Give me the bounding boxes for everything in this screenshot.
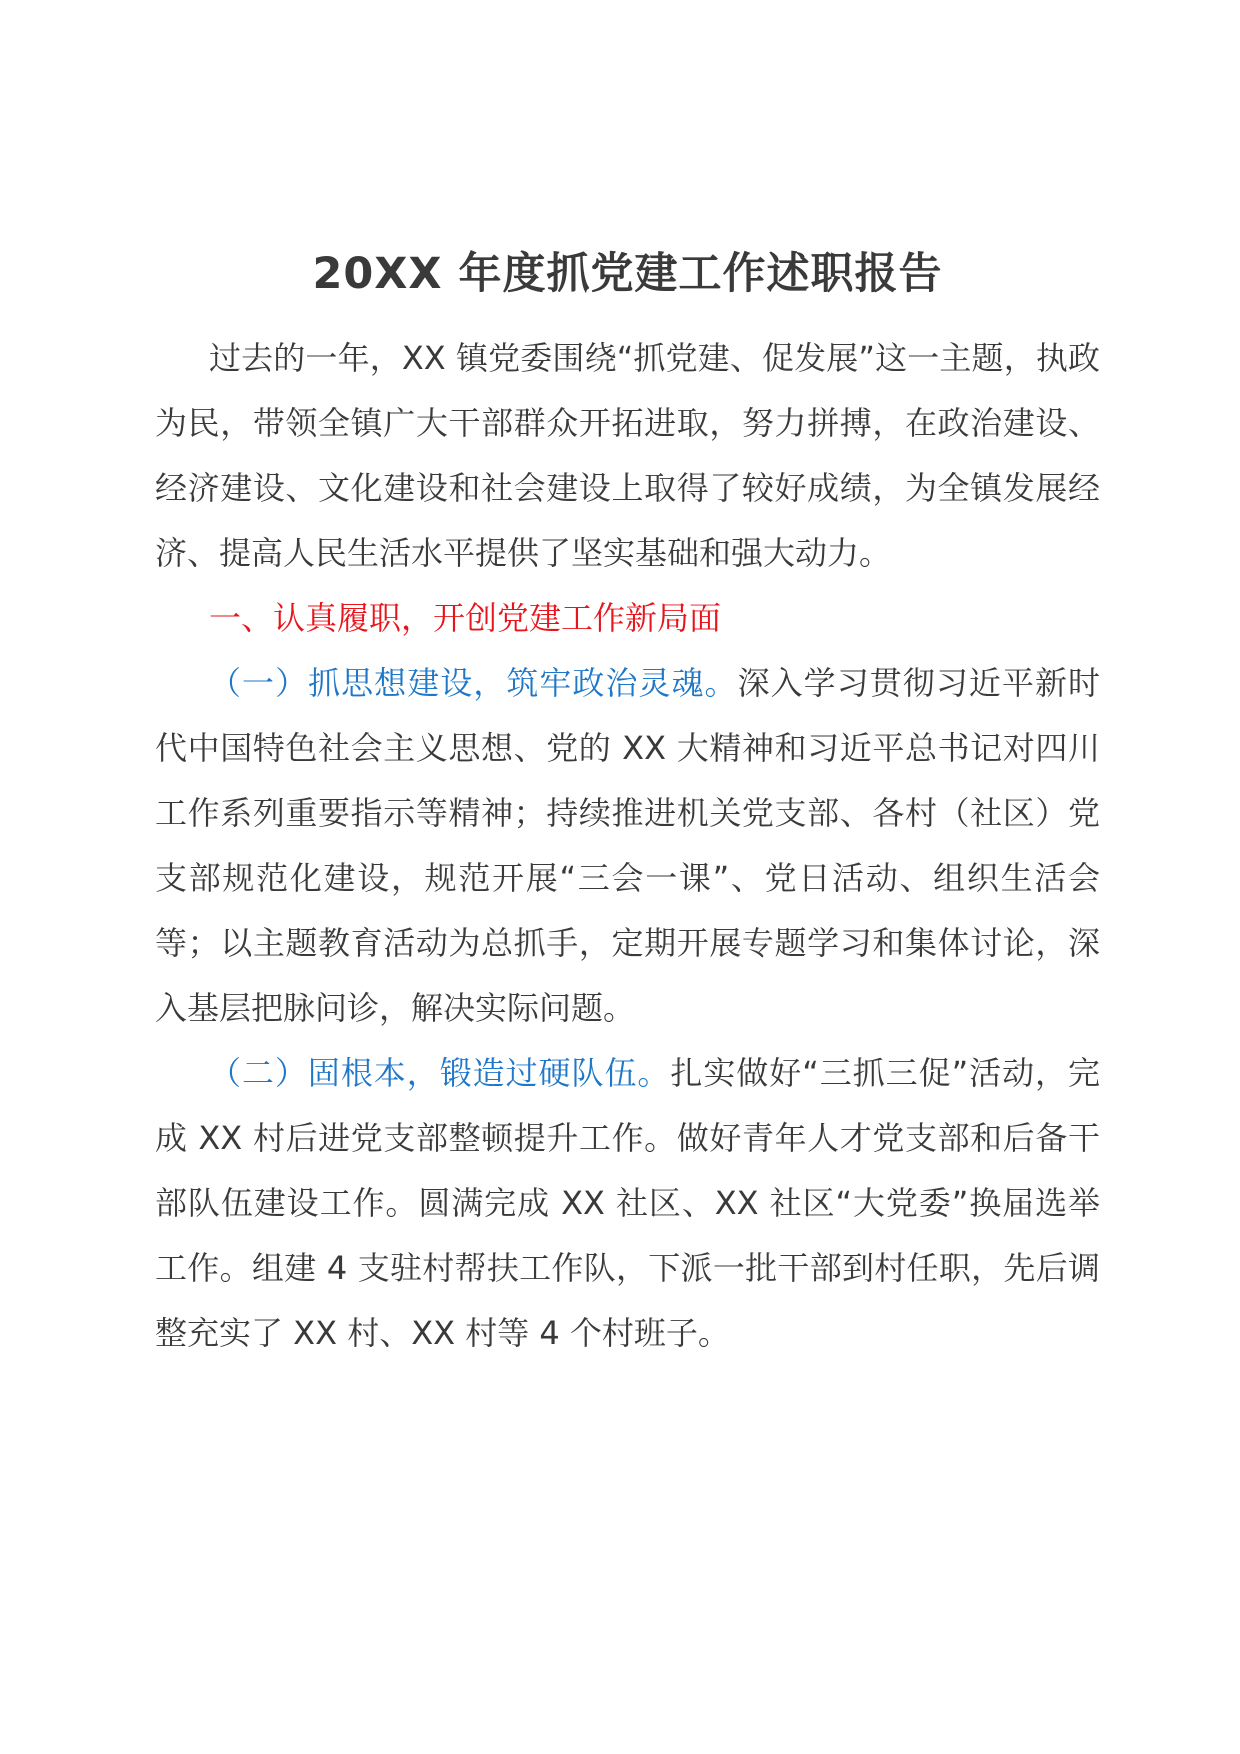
subsection-body-2: 扎实做好“三抓三促”活动，完成 XX 村后进党支部整顿提升工作。做好青年人才党支部和后备干部队伍建设工作。圆满完成 XX 社区、XX 社区“大党委”换届选举工作。组建 4 支驻村帮扶工作队，下派一批干部到村任职，先后调整充实了 XX 村、XX 村等 4 个村班子。 [155,1054,1100,1352]
document-title: 20XX 年度抓党建工作述职报告 [312,249,943,299]
subsection-paragraph-1 [155,651,1100,1041]
intro-paragraph: 过去的一年，XX 镇党委围绕“抓党建、促发展”这一主题，执政为民，带领全镇广大干部群众开拓进取，努力拼搏，在政治建设、经济建设、文化建设和社会建设上取得了较好成绩，为全镇发展经济、提高人民生活水平提供了坚实基础和强大动力。 [155,339,1100,572]
subsection-body-1: 深入学习贯彻习近平新时代中国特色社会主义思想、党的 XX 大精神和习近平总书记对四川工作系列重要指示等精神；持续推进机关党支部、各村（社区）党支部规范化建设，规范开展“三会一课”、党日活动、组织生活会等；以主题教育活动为总抓手，定期开展专题学习和集体讨论，深入基层把脉问诊，解决实际问题。 [155,664,1100,1027]
subsection-lead-1: （一）抓思想建设，筑牢政治灵魂。 [209,664,738,702]
document-body [155,244,1100,1366]
subsection-lead-2: （二）固根本，锻造过硬队伍。 [209,1054,671,1092]
section-heading: 一、认真履职，开创党建工作新局面 [209,599,722,637]
subsection-paragraph-2 [155,1041,1100,1366]
